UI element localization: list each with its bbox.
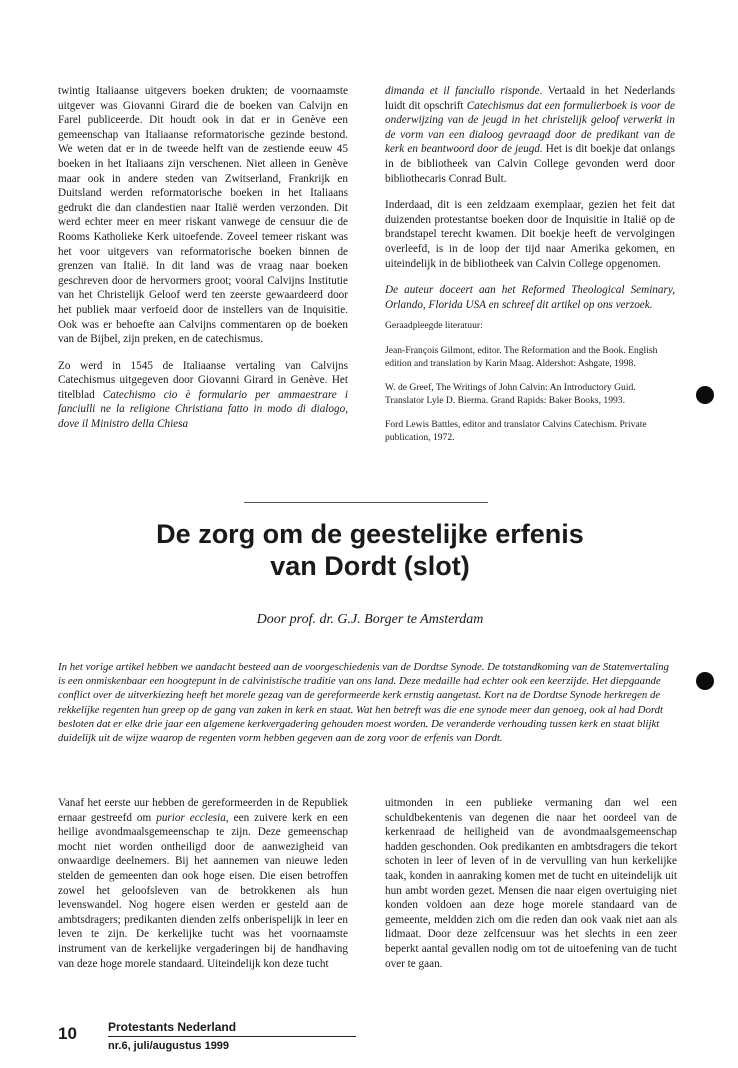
punch-hole-icon (696, 672, 714, 690)
previous-article-right-column (385, 84, 675, 456)
paragraph-translation (385, 84, 675, 186)
previous-article-left-column (58, 84, 348, 444)
paragraph-text: Zo werd in 1545 de Italiaanse vertaling van Calvijns Catechismus uitgegeven door Giovanni Girard in Genève. Het titelblad (58, 359, 348, 401)
paragraph-rare-copy: Inderdaad, dit is een zeldzaam exemplaar, gezien het feit dat duizenden protestantse boeken door de Inquisitie in Italië op de brandstapel terecht kwamen. Dit boekje heeft de vervolgingen overleefd, is in de loop der tijd naar Amerika gekomen, en uiteindelijk in de bibliotheek van Calvin College opgenomen. (385, 199, 675, 270)
article-body-right-column (385, 796, 677, 983)
paragraph-text: . Vertaald in het Nederlands luidt dit opschrift (385, 85, 675, 112)
literature-item: Jean-François Gilmont, editor. The Reformation and the Book. English edition and translation by Karin Maag. Aldershot: Ashgate, 1998. (385, 344, 658, 369)
punch-hole-icon (696, 386, 714, 404)
author-note (385, 283, 675, 312)
paragraph-catechism-1545 (58, 359, 348, 432)
literature-item: Ford Lewis Battles, editor and translator Calvins Catechism. Private publication, 1972. (385, 419, 647, 443)
paragraph-italian-publishers: twintig Italiaanse uitgevers boeken drukten; de voornaamste uitgever was Giovanni Girard die de boeken van Calvijn en Farel publiceerde. Dit houdt ook in dat er in Genève een gemeenschap van Italiaanse reformatorische gezinde bestond. We weten dat er in de tweede helft van de zestiende eeuw 45 boeken in het Italiaans zijn verschenen. Niet alleen in Genève maar ook in andere steden van Zwitserland, Frankrijk en Duitsland werden reformatorische boeken in het Italiaans gedrukt die dan clandestien naar Italië werden verzonden. Dit werd echter meer en meer riskant vanwege de censuur die de Rooms Katholieke Kerk uitoefende. Zoveel temeer riskant was het voor uitgevers van reformatorische boeken binnen de grenzen van Italië. In dit land was de vraag naar boeken geschreven door de hervormers groot; vooral Calvijns Institutie van het Christelijk Geloof werd ten zeerste gewaardeerd door het publiek maar verfoeid door de instellers van de Inquisitie. Ook was er behoefte aan Calvijns commentaren op de boeken van de Bijbel, zijn preken, en de catechismus. (58, 85, 348, 346)
latin-term: purior ecclesia (156, 811, 226, 824)
paragraph-text: Het is dit boekje dat onlangs in de bibliotheek van Calvin College gevonden werd door bibliothecaris Conrad Bult. (385, 143, 675, 185)
literature-item: W. de Greef, The Writings of John Calvin: An Introductory Guid. Translator Lyle D. Bierma. Grand Rapids: Baker Books, 1993. (385, 382, 636, 406)
article-title-line-2: van Dordt (slot) (270, 551, 470, 581)
article-title-line-1: De zorg om de geestelijke erfenis (156, 519, 584, 549)
body-paragraph: uitmonden in een publieke vermaning dan wel een schuldbekentenis van degenen die naar het oordeel van de kerkenraad de heiligheid van de avondmaalsgemeenschap hadden geschonden. Ook predikanten en ambtsdragers die tekort schoten in leer of leven of in de vervulling van hun kerkelijke taak, konden in aanraking komen met de tucht en uiteindelijk uit hun ambt worden gezet. Mensen die naar eigen overtuiging niet konden voldoen aan deze hoge morele standaard van de gemeente, meldden zich om die reden dan ook vaak niet aan als lidmaat. Door deze zelfcensuur was het slechts in een zeer beperkt aantal gevallen nodig om tot de uitoefening van de tucht over te gaan. (385, 797, 677, 970)
issue-info: nr.6, juli/augustus 1999 (108, 1040, 230, 1052)
article-byline: Door prof. dr. G.J. Borger te Amsterdam (256, 612, 484, 627)
section-divider (244, 502, 488, 503)
article-body-left-column (58, 796, 348, 983)
page-number: 10 (58, 1024, 77, 1043)
article-title (60, 518, 680, 582)
footer-rule (108, 1036, 356, 1037)
paragraph-text: , een zuivere kerk en een heilige avondmaalsgemeenschap te zijn. Deze gemeenschap mocht niet worden ontheiligd door de aanwezigheid van onwaardige deelnemers. Bij het aannemen van nieuwe leden stelden de gemeenten dan ook hoge eisen. Die eisen betroffen zowel het geloofsleven van de betrokkenen als hun levenswandel. Nog hogere eisen werden er gesteld aan de ambtsdragers; predikanten dienden zelfs onberispelijk in leer en leven te zijn. De kerkelijke tucht was het voornaamste instrument van de kerkelijke vergaderingen bij de handhaving van deze hoge morele standaard. Uiteindelijk kon deze tucht (58, 811, 349, 970)
publication-name: Protestants Nederland (108, 1020, 237, 1034)
italian-title-text: Catechismo cio è formulario per ammaestrare i fanciulli ne la religione Christiana fatto in modo di dialogo, dove il Ministro della Chiesa (58, 388, 348, 431)
literature-heading: Geraadpleegde literatuur: (385, 320, 483, 332)
article-intro: In het vorige artikel hebben we aandacht besteed aan de voorgeschiedenis van de Dordtse Synode. De totstandkoming van de Statenvertaling is een onmiskenbaar een hoogtepunt in de calvinistische traditie van ons land. Deze medaille had echter ook een keerzijde. Het diepgaande conflict over de uitverkiezing heeft het morele gezag van de gereformeerde kerk ernstig aangetast. Kort na de Dordtse Synode herkregen de rekkelijke regenten hun greep op de gang van zaken in kerk en staat. Wat hen betreft was die ene synode meer dan genoeg, ook al had Dordt besloten dat er elke drie jaar een algemene kerkvergadering gehouden moest worden. De veranderde verhouding tussen kerk en staat blijkt duidelijk uit de wijze waarop de regenten vorm hebben gegeven aan de zorg voor de erfenis van Dordt. (58, 661, 669, 745)
body-paragraph (58, 796, 348, 971)
dutch-title-text: Catechismus dat een formulierboek is voor de onderwijzing van de jeugd in het christelijk geloof verwerkt in de vorm van een dialoog gevraagd door de predikant van de kerk en beantwoord door de jeugd. (385, 99, 675, 156)
author-note-text: De auteur doceert aan het Reformed Theological Seminary, Orlando, Florida USA en schreef dit artikel op ons verzoek. (385, 284, 675, 311)
paragraph-text: Vanaf het eerste uur hebben de gereformeerden in de Republiek ernaar gestreefd om (58, 797, 348, 824)
italian-title-end: dimanda et il fanciullo risponde (385, 85, 540, 97)
